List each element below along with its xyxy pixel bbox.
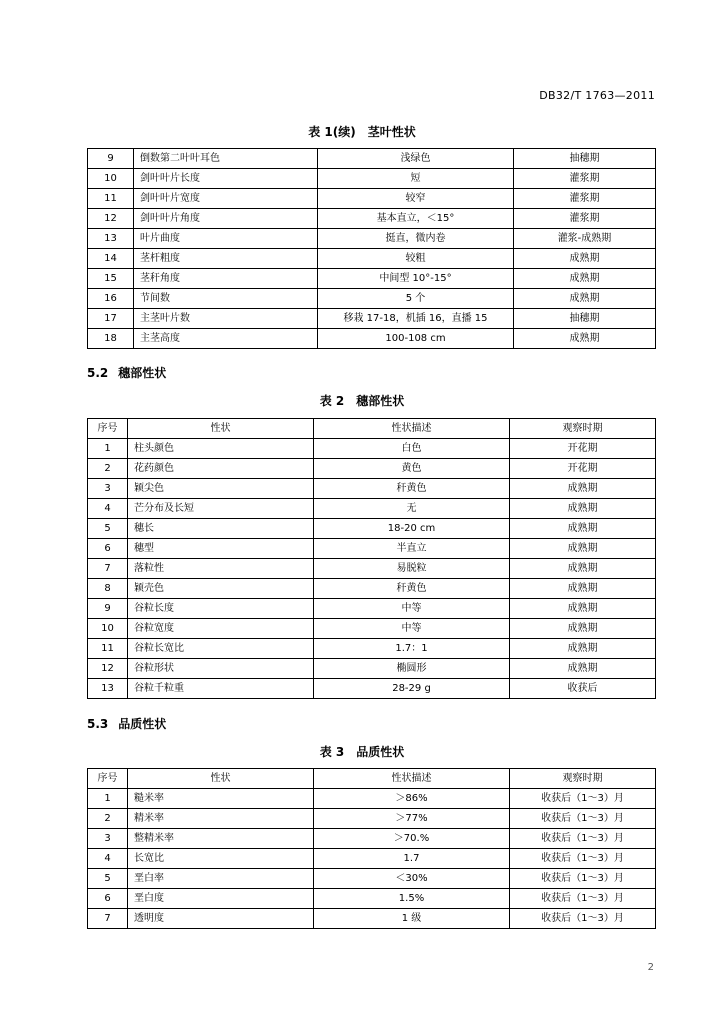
row-number-cell: 4 [88,849,128,869]
row-number-cell: 9 [88,149,134,169]
row-number-cell: 8 [88,579,128,599]
observation-period-cell: 成熟期 [510,479,656,499]
table-row [88,539,656,559]
table-row [88,459,656,479]
trait-name-cell: 主茎叶片数 [134,309,318,329]
section-number: 5.2 [87,366,109,380]
table-header-row [88,769,656,789]
row-number-cell: 5 [88,519,128,539]
row-number-cell: 16 [88,289,134,309]
observation-period-cell: 成熟期 [510,579,656,599]
trait-description-cell: 半直立 [314,539,510,559]
row-number-cell: 18 [88,329,134,349]
observation-period-cell: 灌浆-成熟期 [514,229,656,249]
trait-name-cell: 糙米率 [128,789,314,809]
table-row [88,579,656,599]
trait-name-cell: 谷粒宽度 [128,619,314,639]
row-number-cell: 5 [88,869,128,889]
row-number-cell: 7 [88,559,128,579]
trait-description-cell: 挺直，微内卷 [318,229,514,249]
table-row [88,269,656,289]
trait-description-cell: 18-20 cm [314,519,510,539]
trait-name-cell: 叶片曲度 [134,229,318,249]
trait-description-cell: 较窄 [318,189,514,209]
row-number-cell: 2 [88,809,128,829]
trait-name-cell: 芒分布及长短 [128,499,314,519]
observation-period-cell: 开花期 [510,459,656,479]
section-title: 品质性状 [118,717,167,731]
trait-description-cell: 移栽 17-18，机插 16，直播 15 [318,309,514,329]
row-number-cell: 13 [88,679,128,699]
trait-description-cell: ＞77% [314,809,510,829]
trait-name-cell: 主茎高度 [134,329,318,349]
trait-name-cell: 透明度 [128,909,314,929]
trait-name-cell: 谷粒长宽比 [128,639,314,659]
trait-description-cell: 黄色 [314,459,510,479]
observation-period-cell: 灌浆期 [514,169,656,189]
row-number-cell: 12 [88,209,134,229]
row-number-cell: 1 [88,439,128,459]
row-number-cell: 3 [88,829,128,849]
table-row [88,499,656,519]
row-number-cell: 10 [88,169,134,189]
observation-period-cell: 成熟期 [510,559,656,579]
section-title: 穗部性状 [118,366,167,380]
table-row [88,889,656,909]
trait-description-cell: ＞70.% [314,829,510,849]
column-header: 序号 [88,419,128,439]
table-row [88,439,656,459]
row-number-cell: 10 [88,619,128,639]
table-row [88,849,656,869]
table-row [88,189,656,209]
trait-description-cell: 短 [318,169,514,189]
trait-name-cell: 节间数 [134,289,318,309]
observation-period-cell: 抽穗期 [514,149,656,169]
observation-period-cell: 收获后 [510,679,656,699]
table1-caption: 表 1(续) 茎叶性状 [308,125,416,139]
trait-description-cell: 1.7 [314,849,510,869]
trait-name-cell: 整精米率 [128,829,314,849]
column-header: 性状描述 [314,769,510,789]
table-row [88,229,656,249]
table-row [88,169,656,189]
trait-description-cell: 秆黄色 [314,579,510,599]
table2-panicle-traits [87,418,656,699]
trait-name-cell: 颖尖色 [128,479,314,499]
table-row [88,519,656,539]
trait-description-cell: 无 [314,499,510,519]
trait-description-cell: 易脱粒 [314,559,510,579]
trait-name-cell: 谷粒形状 [128,659,314,679]
table-row [88,479,656,499]
trait-name-cell: 穗型 [128,539,314,559]
trait-description-cell: 中等 [314,619,510,639]
trait-name-cell: 颖壳色 [128,579,314,599]
table-row [88,289,656,309]
table-row [88,599,656,619]
observation-period-cell: 收获后（1～3）月 [510,889,656,909]
trait-name-cell: 剑叶叶片长度 [134,169,318,189]
column-header: 性状 [128,769,314,789]
row-number-cell: 15 [88,269,134,289]
trait-description-cell: 基本直立，＜15° [318,209,514,229]
trait-description-cell: 1 级 [314,909,510,929]
trait-name-cell: 穗长 [128,519,314,539]
observation-period-cell: 成熟期 [510,599,656,619]
row-number-cell: 1 [88,789,128,809]
table-row [88,659,656,679]
trait-description-cell: 白色 [314,439,510,459]
table1-stem-leaf-traits [87,148,656,349]
row-number-cell: 13 [88,229,134,249]
trait-name-cell: 剑叶叶片角度 [134,209,318,229]
trait-name-cell: 垩白率 [128,869,314,889]
column-header: 序号 [88,769,128,789]
observation-period-cell: 成熟期 [514,289,656,309]
observation-period-cell: 开花期 [510,439,656,459]
row-number-cell: 12 [88,659,128,679]
row-number-cell: 7 [88,909,128,929]
table-row [88,789,656,809]
trait-name-cell: 谷粒长度 [128,599,314,619]
table-header-row [88,419,656,439]
trait-name-cell: 柱头颜色 [128,439,314,459]
section-5-3-heading [87,715,166,732]
column-header: 性状 [128,419,314,439]
trait-description-cell: 秆黄色 [314,479,510,499]
observation-period-cell: 成熟期 [514,249,656,269]
trait-name-cell: 谷粒千粒重 [128,679,314,699]
trait-name-cell: 落粒性 [128,559,314,579]
table-row [88,639,656,659]
observation-period-cell: 收获后（1～3）月 [510,809,656,829]
trait-name-cell: 茎杆粗度 [134,249,318,269]
row-number-cell: 11 [88,639,128,659]
trait-description-cell: 1.5% [314,889,510,909]
table-row [88,209,656,229]
trait-description-cell: 5 个 [318,289,514,309]
page-number: 2 [647,962,654,973]
table-row [88,249,656,269]
trait-description-cell: 1.7：1 [314,639,510,659]
observation-period-cell: 成熟期 [510,499,656,519]
table3-caption: 表 3 品质性状 [319,745,405,759]
column-header: 观察时期 [510,419,656,439]
trait-name-cell: 倒数第二叶叶耳色 [134,149,318,169]
table-row [88,809,656,829]
table3-quality-traits [87,768,656,929]
observation-period-cell: 成熟期 [510,619,656,639]
observation-period-cell: 收获后（1～3）月 [510,789,656,809]
observation-period-cell: 收获后（1～3）月 [510,869,656,889]
observation-period-cell: 收获后（1～3）月 [510,829,656,849]
observation-period-cell: 成熟期 [510,539,656,559]
row-number-cell: 17 [88,309,134,329]
trait-name-cell: 花药颜色 [128,459,314,479]
trait-description-cell: 100-108 cm [318,329,514,349]
table-row [88,559,656,579]
section-number: 5.3 [87,717,109,731]
observation-period-cell: 成熟期 [514,329,656,349]
observation-period-cell: 成熟期 [510,519,656,539]
table-row [88,829,656,849]
observation-period-cell: 成熟期 [510,639,656,659]
row-number-cell: 11 [88,189,134,209]
row-number-cell: 6 [88,539,128,559]
observation-period-cell: 灌浆期 [514,189,656,209]
trait-description-cell: 浅绿色 [318,149,514,169]
trait-description-cell: 28-29 g [314,679,510,699]
table-row [88,149,656,169]
row-number-cell: 2 [88,459,128,479]
observation-period-cell: 成熟期 [510,659,656,679]
trait-description-cell: 较粗 [318,249,514,269]
trait-description-cell: 中等 [314,599,510,619]
table-row [88,309,656,329]
column-header: 观察时期 [510,769,656,789]
row-number-cell: 3 [88,479,128,499]
trait-name-cell: 剑叶叶片宽度 [134,189,318,209]
observation-period-cell: 成熟期 [514,269,656,289]
observation-period-cell: 抽穗期 [514,309,656,329]
table-row [88,329,656,349]
trait-name-cell: 长宽比 [128,849,314,869]
observation-period-cell: 收获后（1～3）月 [510,909,656,929]
table-row [88,869,656,889]
trait-description-cell: ＜30% [314,869,510,889]
table-row [88,679,656,699]
trait-name-cell: 精米率 [128,809,314,829]
section-5-2-heading [87,364,166,381]
observation-period-cell: 灌浆期 [514,209,656,229]
trait-name-cell: 垩白度 [128,889,314,909]
row-number-cell: 9 [88,599,128,619]
column-header: 性状描述 [314,419,510,439]
table-row [88,619,656,639]
trait-description-cell: ＞86% [314,789,510,809]
row-number-cell: 6 [88,889,128,909]
table-row [88,909,656,929]
trait-description-cell: 椭圆形 [314,659,510,679]
trait-name-cell: 茎秆角度 [134,269,318,289]
row-number-cell: 4 [88,499,128,519]
trait-description-cell: 中间型 10°-15° [318,269,514,289]
row-number-cell: 14 [88,249,134,269]
observation-period-cell: 收获后（1～3）月 [510,849,656,869]
document-code: DB32/T 1763—2011 [539,89,655,102]
table2-caption: 表 2 穗部性状 [319,394,405,408]
